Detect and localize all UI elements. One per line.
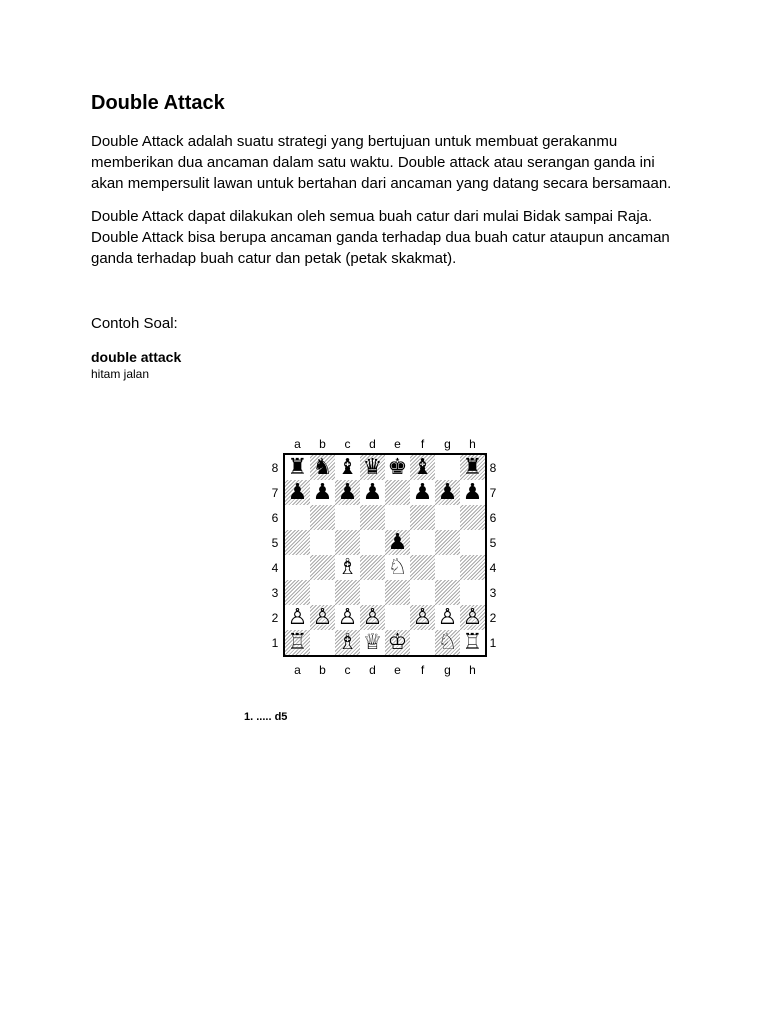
square-h6 (460, 505, 485, 530)
rank-label: 7 (489, 485, 497, 500)
square-e3 (385, 580, 410, 605)
square-h8 (460, 455, 485, 480)
square-e1 (385, 630, 410, 655)
rank-label: 3 (489, 585, 497, 600)
chess-piece: ♙ (312, 605, 333, 630)
square-c4 (335, 555, 360, 580)
square-d4 (360, 555, 385, 580)
square-g2 (435, 605, 460, 630)
square-e6 (385, 505, 410, 530)
rank-label: 1 (271, 635, 279, 650)
chess-piece: ♗ (337, 555, 358, 580)
chess-piece: ♜ (462, 455, 483, 480)
square-g6 (435, 505, 460, 530)
chess-piece: ♟ (362, 480, 383, 505)
chess-piece: ♚ (387, 455, 408, 480)
page-title: Double Attack (91, 92, 225, 114)
rank-label: 7 (271, 485, 279, 500)
square-g7 (435, 480, 460, 505)
square-b5 (310, 530, 335, 555)
chess-piece: ♝ (412, 455, 433, 480)
rank-label: 1 (489, 635, 497, 650)
file-label: g (444, 663, 451, 677)
square-a4 (285, 555, 310, 580)
rank-label: 2 (271, 610, 279, 625)
square-h7 (460, 480, 485, 505)
chess-piece: ♟ (387, 530, 408, 555)
square-a6 (285, 505, 310, 530)
square-a8 (285, 455, 310, 480)
rank-label: 8 (489, 460, 497, 475)
square-f6 (410, 505, 435, 530)
square-h3 (460, 580, 485, 605)
square-b1 (310, 630, 335, 655)
square-e7 (385, 480, 410, 505)
square-b2 (310, 605, 335, 630)
square-e2 (385, 605, 410, 630)
square-b3 (310, 580, 335, 605)
square-g1 (435, 630, 460, 655)
square-g5 (435, 530, 460, 555)
square-c1 (335, 630, 360, 655)
square-a5 (285, 530, 310, 555)
move-notation: 1. ..... d5 (244, 711, 288, 723)
diagram-subtitle: hitam jalan (91, 367, 150, 381)
example-heading: Contoh Soal: (91, 315, 178, 332)
square-c5 (335, 530, 360, 555)
chess-piece: ♟ (312, 480, 333, 505)
rank-label: 5 (271, 535, 279, 550)
chess-board (283, 453, 487, 657)
square-c8 (335, 455, 360, 480)
square-b8 (310, 455, 335, 480)
chess-piece: ♖ (462, 630, 483, 655)
square-a7 (285, 480, 310, 505)
chess-piece: ♟ (437, 480, 458, 505)
square-d1 (360, 630, 385, 655)
file-label: f (420, 437, 425, 451)
chess-piece: ♗ (337, 630, 358, 655)
square-a2 (285, 605, 310, 630)
chess-piece: ♙ (462, 605, 483, 630)
rank-label: 4 (489, 560, 497, 575)
chess-piece: ♕ (362, 630, 383, 655)
file-label: h (469, 437, 476, 451)
square-e5 (385, 530, 410, 555)
rank-label: 8 (271, 460, 279, 475)
square-h2 (460, 605, 485, 630)
rank-label: 2 (489, 610, 497, 625)
square-d2 (360, 605, 385, 630)
file-label: e (394, 663, 401, 677)
square-f5 (410, 530, 435, 555)
square-c6 (335, 505, 360, 530)
square-d8 (360, 455, 385, 480)
square-f1 (410, 630, 435, 655)
chess-piece: ♟ (337, 480, 358, 505)
square-f2 (410, 605, 435, 630)
chess-piece: ♛ (362, 455, 383, 480)
square-b6 (310, 505, 335, 530)
file-label: a (294, 437, 301, 451)
square-f7 (410, 480, 435, 505)
file-label: c (344, 437, 351, 451)
rank-label: 6 (271, 510, 279, 525)
rank-label: 3 (271, 585, 279, 600)
square-h4 (460, 555, 485, 580)
chess-piece: ♞ (312, 455, 333, 480)
square-h5 (460, 530, 485, 555)
chess-piece: ♟ (462, 480, 483, 505)
square-b4 (310, 555, 335, 580)
square-c3 (335, 580, 360, 605)
square-h1 (460, 630, 485, 655)
chess-piece: ♜ (287, 455, 308, 480)
file-label: h (469, 663, 476, 677)
file-label: d (369, 437, 376, 451)
chess-piece: ♘ (437, 630, 458, 655)
chess-piece: ♙ (287, 605, 308, 630)
diagram-title: double attack (91, 349, 182, 365)
square-d6 (360, 505, 385, 530)
chess-piece: ♖ (287, 630, 308, 655)
square-f3 (410, 580, 435, 605)
rank-label: 5 (489, 535, 497, 550)
square-c2 (335, 605, 360, 630)
chess-piece: ♙ (437, 605, 458, 630)
intro-paragraph: Double Attack adalah suatu strategi yang bertujuan untuk membuat gerakanmu memberikan dua ancaman dalam satu waktu. Double attack atau serangan ganda ini akan mempersulit lawan untuk bertahan dari ancaman yang datang secara bersamaan. (91, 133, 672, 192)
file-label: f (420, 663, 425, 677)
file-label: d (369, 663, 376, 677)
square-d5 (360, 530, 385, 555)
square-d3 (360, 580, 385, 605)
detail-paragraph: Double Attack dapat dilakukan oleh semua buah catur dari mulai Bidak sampai Raja. Double Attack bisa berupa ancaman ganda terhadap dua buah catur ataupun ancaman ganda terhadap buah catur dan petak (petak skakmat). (91, 208, 670, 267)
chess-piece: ♘ (387, 555, 408, 580)
file-label: c (344, 663, 351, 677)
chess-piece: ♝ (337, 455, 358, 480)
square-b7 (310, 480, 335, 505)
chess-piece: ♙ (337, 605, 358, 630)
rank-label: 4 (271, 560, 279, 575)
chess-piece: ♟ (287, 480, 308, 505)
file-label: a (294, 663, 301, 677)
square-f4 (410, 555, 435, 580)
chess-piece: ♔ (387, 630, 408, 655)
chess-piece: ♙ (412, 605, 433, 630)
file-label: b (319, 663, 326, 677)
file-label: e (394, 437, 401, 451)
chess-piece: ♙ (362, 605, 383, 630)
square-f8 (410, 455, 435, 480)
square-a3 (285, 580, 310, 605)
rank-label: 6 (489, 510, 497, 525)
file-label: b (319, 437, 326, 451)
square-e4 (385, 555, 410, 580)
square-a1 (285, 630, 310, 655)
square-c7 (335, 480, 360, 505)
square-g3 (435, 580, 460, 605)
square-g8 (435, 455, 460, 480)
square-e8 (385, 455, 410, 480)
file-label: g (444, 437, 451, 451)
square-g4 (435, 555, 460, 580)
chess-piece: ♟ (412, 480, 433, 505)
square-d7 (360, 480, 385, 505)
